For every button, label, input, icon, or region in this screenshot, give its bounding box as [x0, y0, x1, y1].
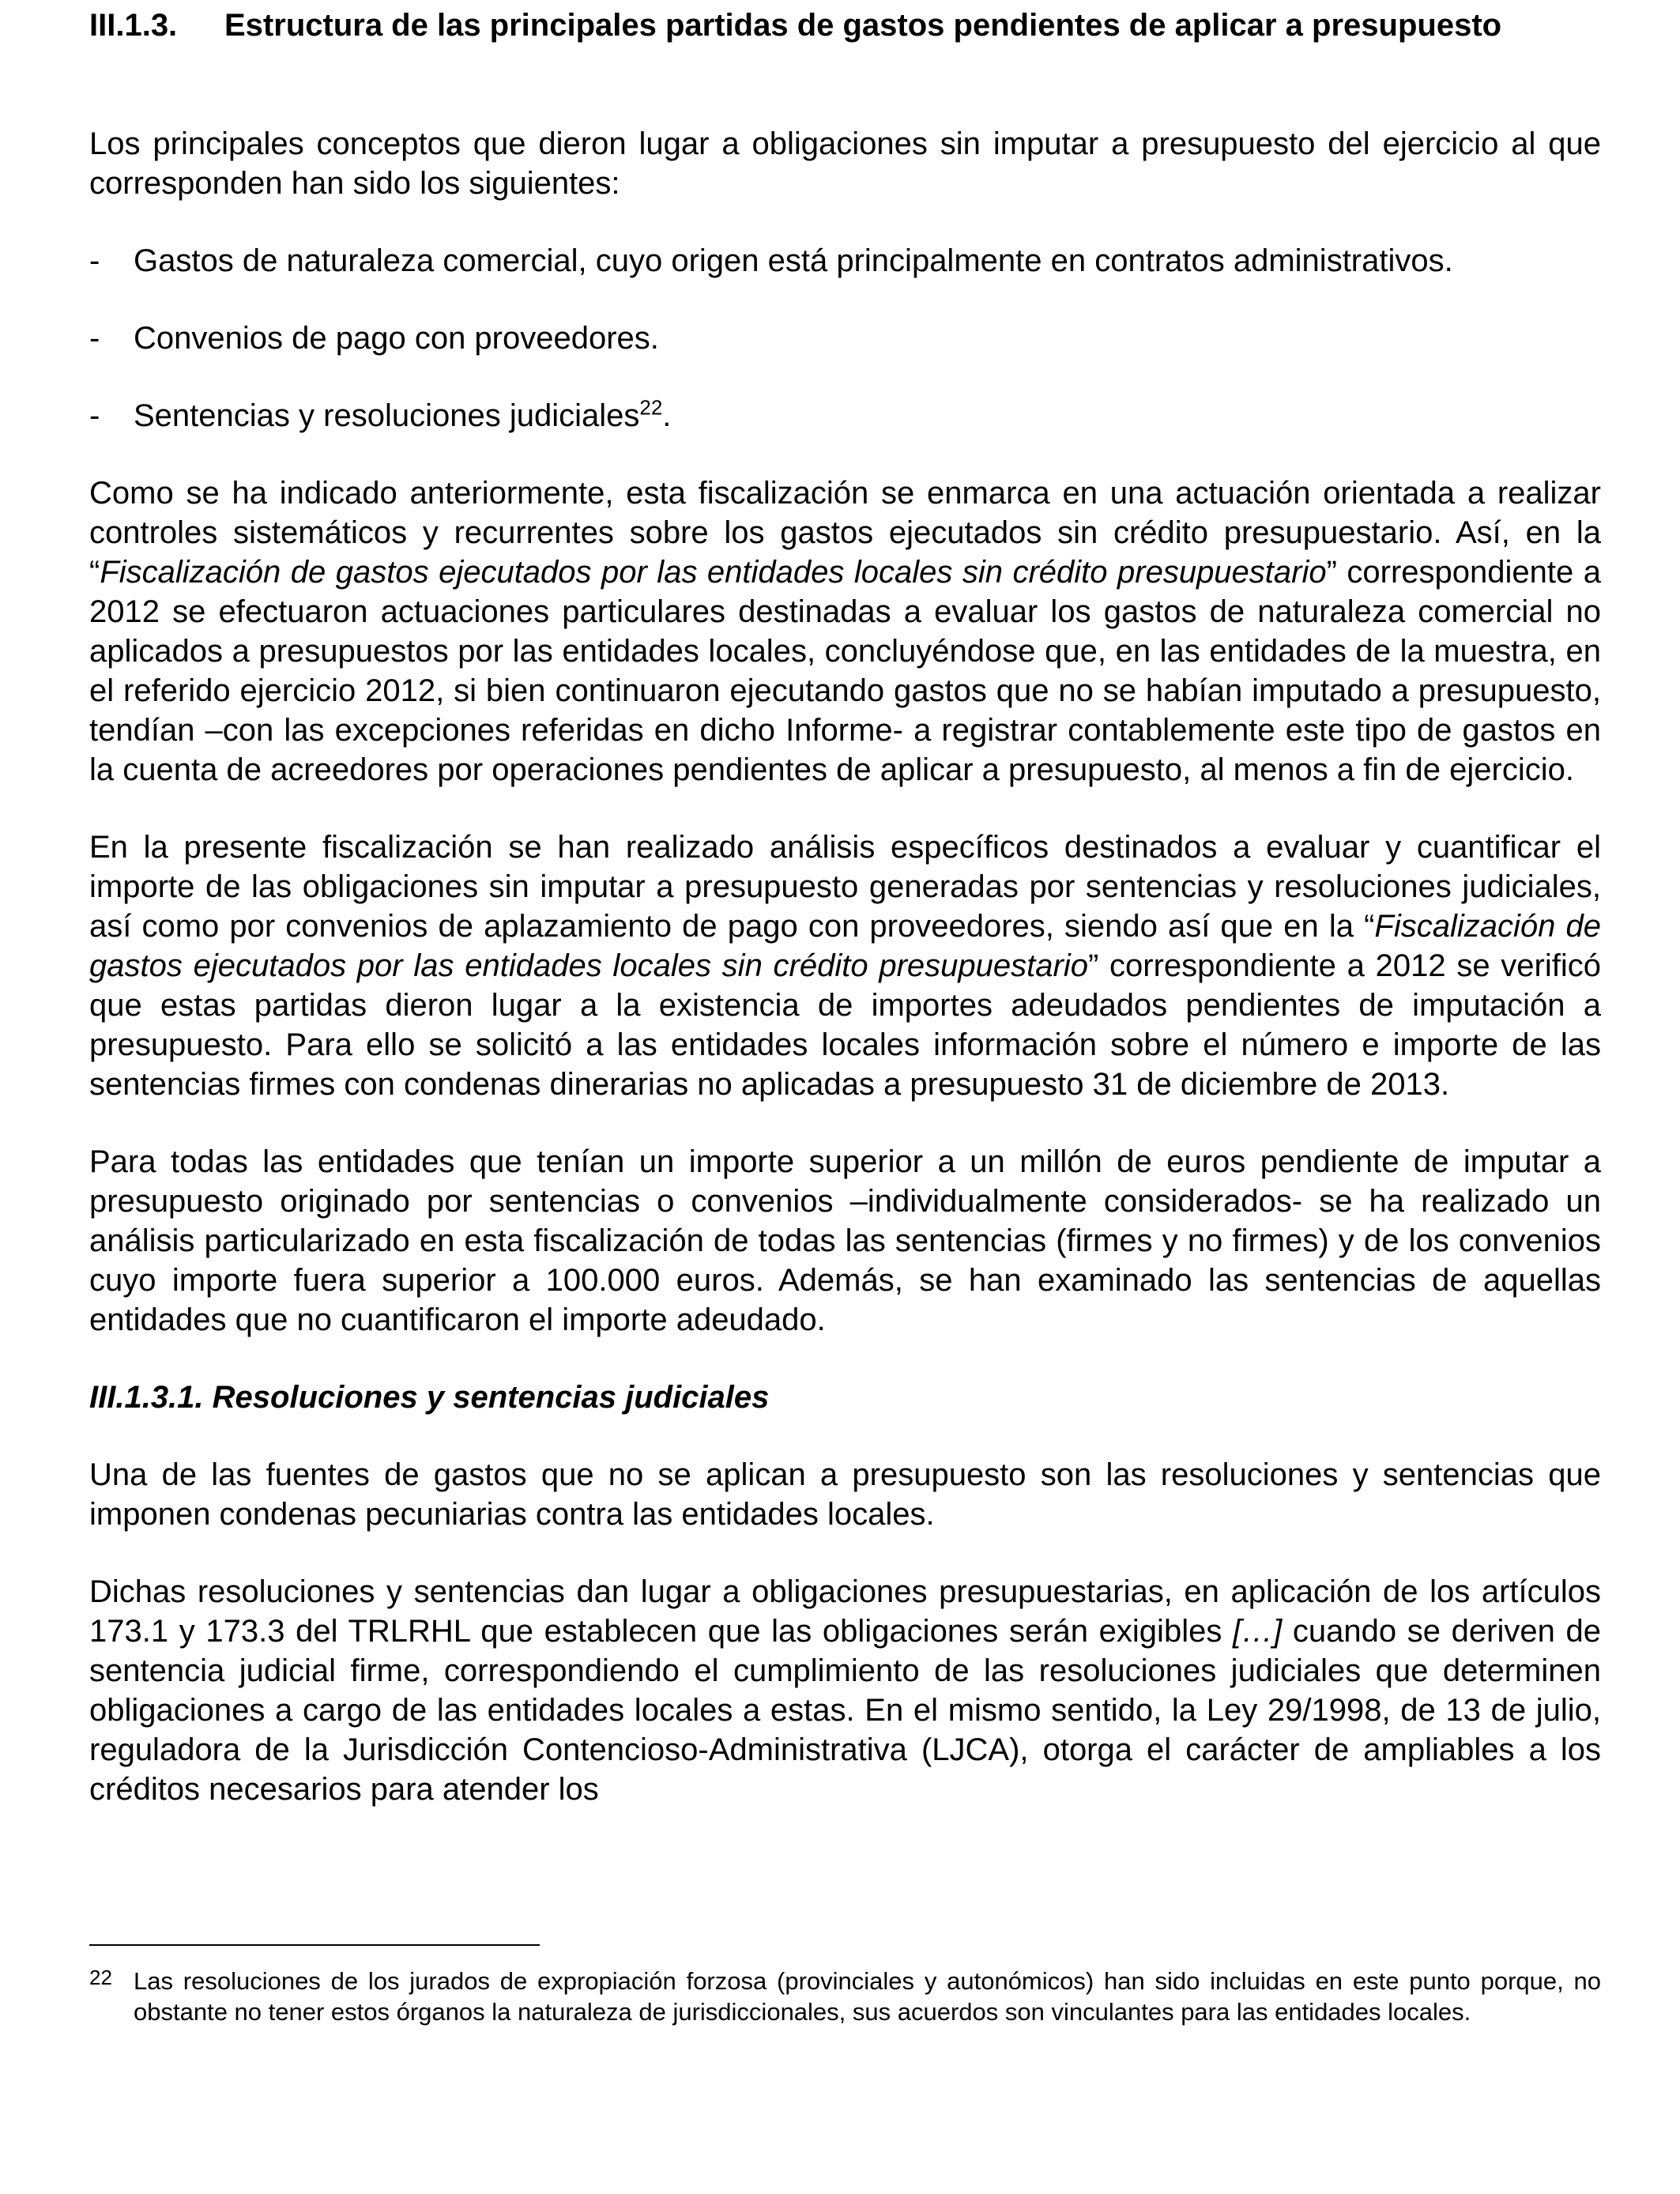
- report-title-italic: Fiscalización de gastos ejecutados por las entidades locales sin crédito presupuestario: [89, 909, 1601, 983]
- footnote: [89, 1966, 1601, 2027]
- document-body: [89, 124, 1601, 1809]
- footnote-number: 22: [89, 1966, 112, 1989]
- footnote-text: Las resoluciones de los jurados de expropiación forzosa (provinciales y autonómicos) han sido incluidas en este punto porque, no obstante no tener estos órganos la naturaleza de jurisdiccionales, sus acuerdos son vinculantes para las entidades locales.: [134, 1967, 1601, 2026]
- paragraph-2: [89, 473, 1601, 790]
- subsection-heading: III.1.3.1. Resoluciones y sentencias judiciales: [89, 1380, 770, 1415]
- list-item: [89, 241, 1601, 281]
- paragraph-6: [89, 1572, 1601, 1809]
- bullet-text: Gastos de naturaleza comercial, cuyo origen está principalmente en contratos administrativos.: [134, 243, 1453, 278]
- section-heading: [89, 6, 1601, 45]
- ellipsis-italic: […]: [1232, 1614, 1283, 1649]
- bullet-text: Sentencias y resoluciones judiciales: [134, 398, 640, 433]
- section-title: Estructura de las principales partidas de gastos pendientes de aplicar a presupuesto: [224, 8, 1502, 43]
- paragraph-text: cuando se deriven de sentencia judicial firme, correspondiendo el cumplimiento de las resoluciones judiciales que determinen obligaciones a cargo de las entidades locales a estas. En el mismo sentido, la Ley 29/1998, de 13 de julio, reguladora de la Jurisdicción Contencioso-Administrativa (LJCA), otorga el carácter de ampliables a los créditos necesarios para atender los: [89, 1614, 1601, 1807]
- list-item: [89, 396, 1601, 435]
- intro-paragraph: Los principales conceptos que dieron lugar a obligaciones sin imputar a presupuesto del ejercicio al que corresponden han sido los siguientes:: [89, 126, 1601, 201]
- bullet-text-with-footnote: [134, 396, 1601, 435]
- report-title-italic: Fiscalización de gastos ejecutados por las entidades locales sin crédito presupuestario: [100, 555, 1327, 590]
- footnote-reference[interactable]: 22: [639, 395, 663, 420]
- footnote-separator: [89, 1944, 540, 1946]
- list-item: [89, 319, 1601, 358]
- paragraph-3: [89, 827, 1601, 1104]
- section-number: III.1.3.: [89, 8, 178, 43]
- paragraph-text: En la presente fiscalización se han realizado análisis específicos destinados a evaluar y cuantificar el importe de las obligaciones sin imputar a presupuesto generadas por sentencias y resoluciones judiciales, así como por convenios de aplazamiento de pago con proveedores, siendo así que en la “: [89, 830, 1601, 944]
- bullet-dash: -: [89, 321, 100, 356]
- paragraph-text: ” correspondiente a 2012 se verificó que estas partidas dieron lugar a la existencia de importes adeudados pendientes de imputación a presupuesto. Para ello se solicitó a las entidades locales información sobre el número e importe de las sentencias firmes con condenas dinerarias no aplicadas a presupuesto 31 de diciembre de 2013.: [89, 948, 1602, 1102]
- bullet-dash: -: [89, 398, 100, 433]
- paragraph-4: Para todas las entidades que tenían un importe superior a un millón de euros pendiente de imputar a presupuesto originado por sentencias o convenios –individualmente considerados- se ha realizado un análisis particularizado en esta fiscalización de todas las sentencias (firmes y no firmes) y de los convenios cuyo importe fuera superior a 100.000 euros. Además, se han examinado las sentencias de aquellas entidades que no cuantificaron el importe adeudado.: [89, 1144, 1601, 1337]
- paragraph-text: ” correspondiente a 2012 se efectuaron actuaciones particulares destinadas a evaluar los gastos de naturaleza comercial no aplicados a presupuestos por las entidades locales, concluyéndose que, en las entidades de la muestra, en el referido ejercicio 2012, si bien continuaron ejecutando gastos que no se habían imputado a presupuesto, tendían –con las excepciones referidas en dicho Informe- a registrar contablemente este tipo de gastos en la cuenta de acreedores por operaciones pendientes de aplicar a presupuesto, al menos a fin de ejercicio.: [89, 555, 1601, 787]
- paragraph-text: Como se ha indicado anteriormente, esta fiscalización se enmarca en una actuación orientada a realizar controles sistemáticos y recurrentes sobre los gastos ejecutados sin crédito presupuestario. Así, en la “: [89, 476, 1601, 590]
- bullet-dash: -: [89, 243, 100, 278]
- bullet-suffix: .: [662, 398, 672, 433]
- paragraph-text: Dichas resoluciones y sentencias dan lugar a obligaciones presupuestarias, en aplicación de los artículos 173.1 y 173.3 del TRLRHL que establecen que las obligaciones serán exigibles: [89, 1574, 1601, 1649]
- paragraph-5: Una de las fuentes de gastos que no se aplican a presupuesto son las resoluciones y sentencias que imponen condenas pecuniarias contra las entidades locales.: [89, 1457, 1601, 1532]
- bullet-text: Convenios de pago con proveedores.: [134, 321, 659, 356]
